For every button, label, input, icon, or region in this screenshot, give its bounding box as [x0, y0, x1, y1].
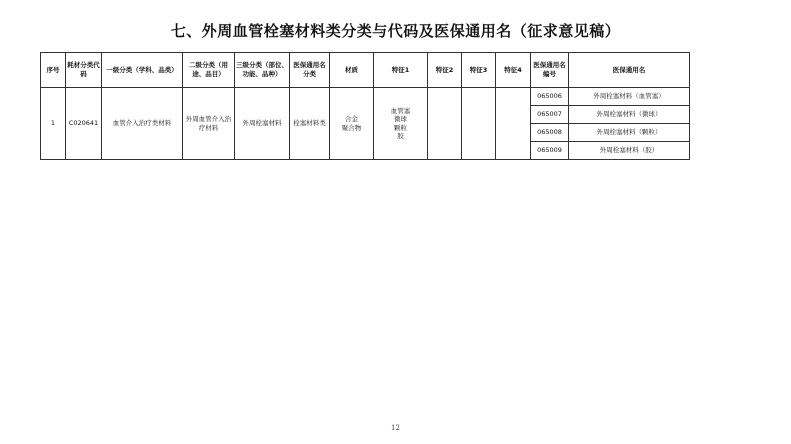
- cell-name-code: 065007: [531, 106, 569, 124]
- header-level1: 一级分类（学科、品类）: [102, 53, 183, 88]
- page-number: 12: [391, 424, 400, 432]
- header-name-code: 医保通用名编号: [531, 53, 569, 88]
- table-row: [41, 88, 690, 106]
- document-title: 七、外周血管栓塞材料类分类与代码及医保通用名（征求意见稿）: [170, 22, 621, 40]
- cell-material: 合金 聚合物: [330, 88, 374, 160]
- header-seq: 序号: [41, 53, 66, 88]
- cell-feature3: [462, 88, 496, 160]
- cell-name: 外周栓塞材料（胶）: [569, 142, 690, 160]
- classification-table: [40, 52, 690, 160]
- cell-name: 外周栓塞材料（颗粒）: [569, 124, 690, 142]
- cell-name-code: 065006: [531, 88, 569, 106]
- header-level2: 二级分类（用途、品目）: [183, 53, 235, 88]
- header-name: 医保通用名: [569, 53, 690, 88]
- cell-name-code: 065009: [531, 142, 569, 160]
- header-row: [41, 53, 690, 88]
- cell-feature1: 血管塞 微球 颗粒 胶: [374, 88, 428, 160]
- header-level3: 三级分类（部位、功能、品种）: [235, 53, 290, 88]
- cell-seq: 1: [41, 88, 66, 160]
- cell-level1: 血管介入治疗类材料: [102, 88, 183, 160]
- cell-code: C020641: [66, 88, 102, 160]
- cell-name-code: 065008: [531, 124, 569, 142]
- header-feature4: 特征4: [496, 53, 531, 88]
- header-code: 耗材分类代码: [66, 53, 102, 88]
- header-feature2: 特征2: [428, 53, 462, 88]
- cell-feature4: [496, 88, 531, 160]
- header-feature3: 特征3: [462, 53, 496, 88]
- cell-level3: 外周栓塞材料: [235, 88, 290, 160]
- cell-category: 栓塞材料类: [290, 88, 330, 160]
- header-feature1: 特征1: [374, 53, 428, 88]
- cell-feature2: [428, 88, 462, 160]
- cell-name: 外周栓塞材料（微球）: [569, 106, 690, 124]
- header-material: 材质: [330, 53, 374, 88]
- cell-level2: 外周血管介入治疗材料: [183, 88, 235, 160]
- header-category: 医保通用名分类: [290, 53, 330, 88]
- cell-name: 外周栓塞材料（血管塞）: [569, 88, 690, 106]
